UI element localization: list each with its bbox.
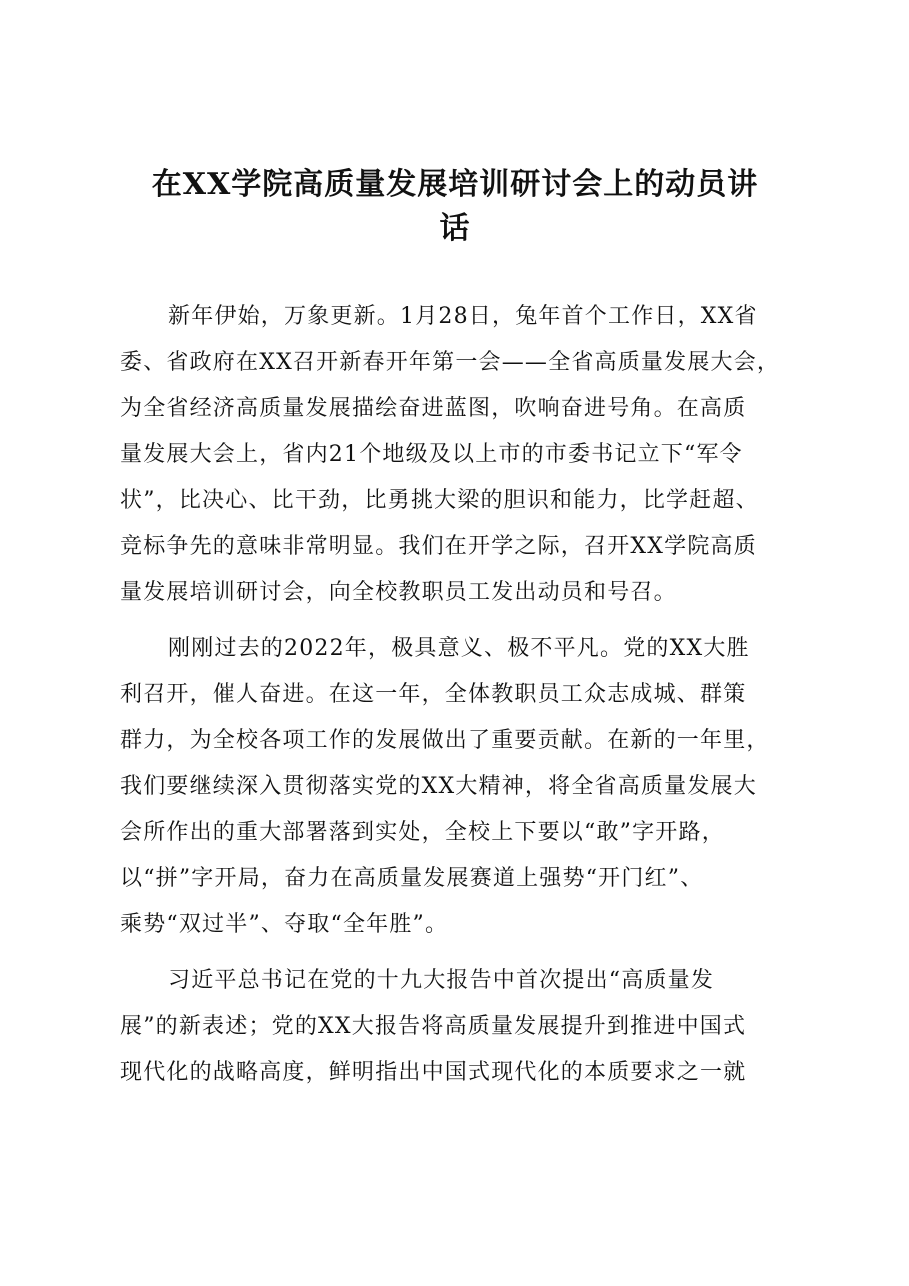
document-body xyxy=(120,294,794,1096)
paragraph-line: 以“拼”字开局，奋力在高质量发展赛道上强势“开门红”、 xyxy=(120,866,704,891)
paragraph-line: 现代化的战略高度，鲜明指出中国式现代化的本质要求之一就 xyxy=(120,1060,747,1085)
paragraph-line: 利召开，催人奋进。在这一年，全体教职员工众志成城、群策 xyxy=(120,682,747,707)
paragraph-line: 新年伊始，万象更新。1月28日，兔年首个工作日，XX省 xyxy=(168,304,758,329)
paragraph-line: 我们要继续深入贯彻落实党的XX大精神，将全省高质量发展大 xyxy=(120,774,757,799)
paragraph-line: 习近平总书记在党的十九大报告中首次提出“高质量发 xyxy=(168,968,715,993)
paragraph-line: 量发展大会上，省内21个地级及以上市的市委书记立下“军令 xyxy=(120,442,743,467)
paragraph-1 xyxy=(120,294,794,616)
paragraph-line: 乘势“双过半”、夺取“全年胜”。 xyxy=(120,912,449,937)
paragraph-line: 量发展培训研讨会，向全校教职员工发出动员和号召。 xyxy=(120,580,677,605)
paragraph-line: 为全省经济高质量发展描绘奋进蓝图，吹响奋进号角。在高质 xyxy=(120,396,747,421)
paragraph-line: 刚刚过去的2022年，极具意义、极不平凡。党的XX大胜 xyxy=(168,636,750,661)
document-title xyxy=(120,163,790,251)
paragraph-line: 群力，为全校各项工作的发展做出了重要贡献。在新的一年里， xyxy=(120,728,770,753)
paragraph-line: 展”的新表述；党的XX大报告将高质量发展提升到推进中国式 xyxy=(120,1014,747,1039)
paragraph-line: 委、省政府在XX召开新春开年第一会——全省高质量发展大会， xyxy=(120,350,781,375)
paragraph-line: 竞标争先的意味非常明显。我们在开学之际，召开XX学院高质 xyxy=(120,534,757,559)
paragraph-line: 状”，比决心、比干劲，比勇挑大梁的胆识和能力，比学赶超、 xyxy=(120,488,759,513)
title-line: 话 xyxy=(439,211,471,246)
paragraph-line: 会所作出的重大部署落到实处，全校上下要以“敢”字开路， xyxy=(120,820,725,845)
paragraph-2 xyxy=(120,626,794,948)
title-line: 在XX学院高质量发展培训研讨会上的动员讲 xyxy=(151,167,759,202)
paragraph-3 xyxy=(120,958,794,1096)
